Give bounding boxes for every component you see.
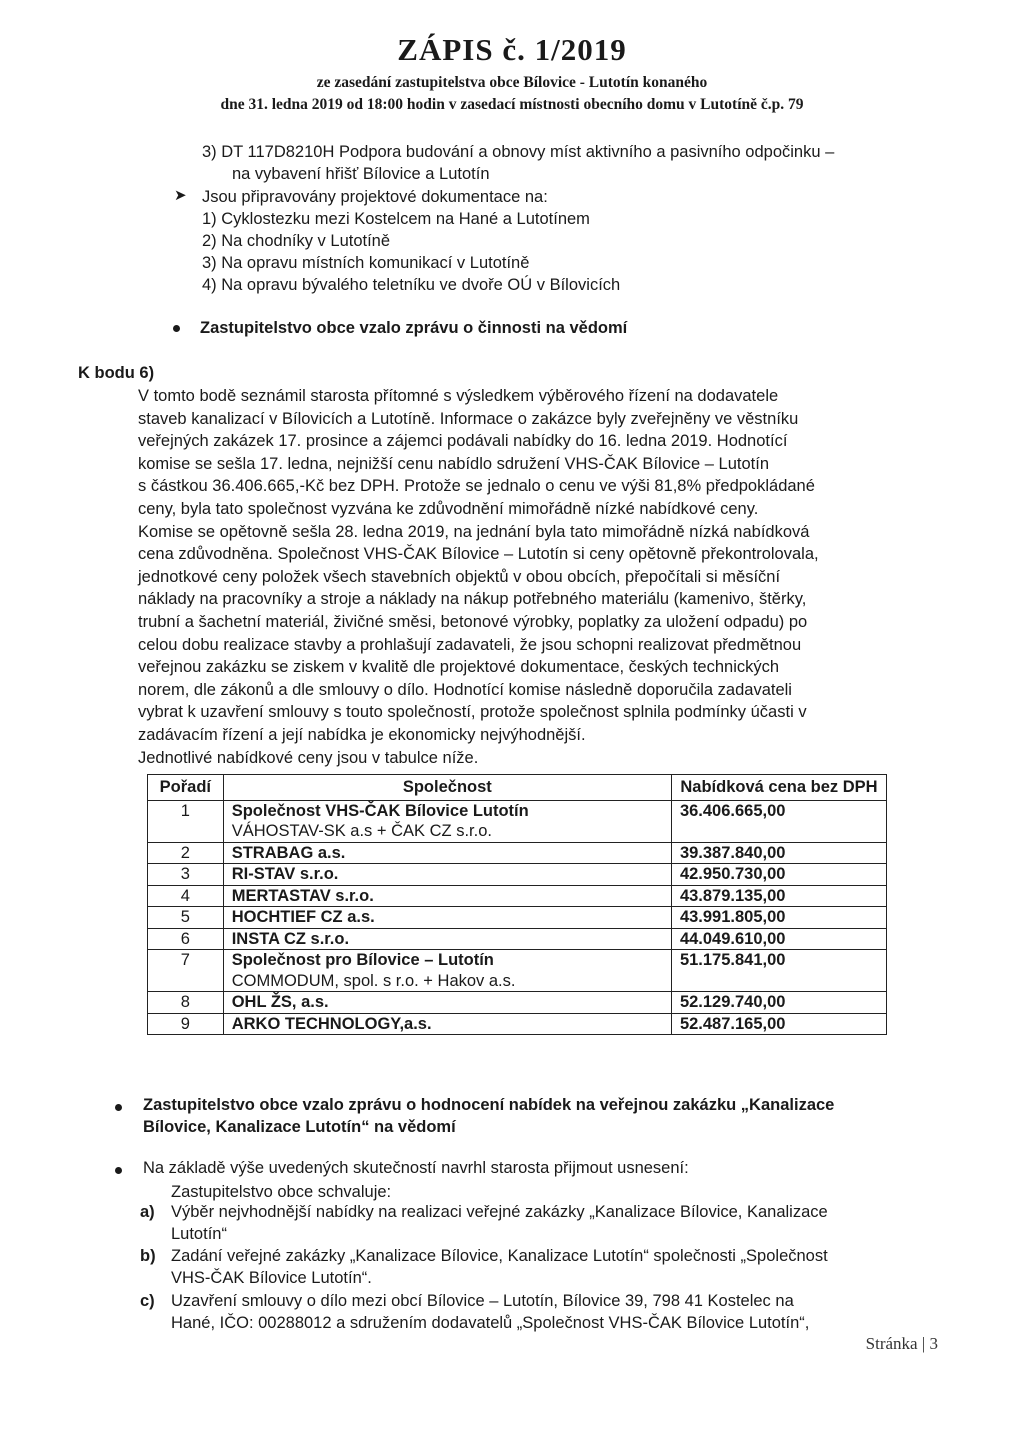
resolution-item-b-cont: VHS-ČAK Bílovice Lutotín“. xyxy=(171,1269,372,1287)
cell-company: HOCHTIEF CZ a.s. xyxy=(223,907,671,929)
cell-company: OHL ŽS, a.s. xyxy=(223,992,671,1014)
cell-rank: 7 xyxy=(148,950,224,992)
project-doc-item: 3) Na opravu místních komunikací v Lutotíně xyxy=(202,254,530,272)
paragraph-line: ceny, byla tato společnost vyzvána ke zdůvodnění mimořádně nízké nabídkové ceny. xyxy=(138,499,759,518)
project-doc-item: 4) Na opravu bývalého teletníku ve dvoře OÚ v Bílovicích xyxy=(202,276,621,294)
project-docs-intro: Jsou připravovány projektové dokumentace na: xyxy=(202,188,548,206)
resolution-note-offers-cont: Bílovice, Kanalizace Lutotín“ na vědomí xyxy=(143,1118,456,1136)
company-members: VÁHOSTAV-SK a.s + ČAK CZ s.r.o. xyxy=(231,822,492,840)
resolution-proposal: Na základě výše uvedených skutečností navrhl starosta přijmout usnesení: xyxy=(143,1159,689,1177)
paragraph-line: Komise se opětovně sešla 28. ledna 2019, na jednání byla tato mimořádně nízká nabídková xyxy=(138,522,810,541)
table-row xyxy=(148,928,887,950)
document-date-line: dne 31. ledna 2019 od 18:00 hodin v zasedací místnosti obecního domu v Lutotíně č.p. 79 xyxy=(220,96,804,113)
bullet-icon xyxy=(173,325,180,332)
resolution-item-c-cont: Hané, IČO: 00288012 a sdružením dodavatelů „Společnost VHS-ČAK Bílovice Lutotín“, xyxy=(171,1314,810,1332)
table-row xyxy=(148,864,887,886)
paragraph-line: staveb kanalizací v Bílovicích a Lutotíně. Informace o zakázce byly zveřejněny ve věstníku xyxy=(138,409,799,428)
paragraph-line: celou dobu realizace stavby a prohlašují zadavateli, že jsou schopni realizovat předmětnou xyxy=(138,635,802,654)
paragraph-line: jednotkové ceny položek všech stavebních objektů v obou obcích, přepočítali si měsíční xyxy=(138,567,781,586)
paragraph-line: vybrat k uzavření smlouvy s touto společností, protože společnost splnila podmínky účasti v xyxy=(138,703,807,722)
column-header-rank: Pořadí xyxy=(148,775,224,801)
project-doc-item: 1) Cyklostezku mezi Kostelcem na Hané a Lutotínem xyxy=(202,210,590,228)
cell-company xyxy=(223,950,671,992)
column-header-price: Nabídková cena bez DPH xyxy=(671,775,886,801)
list-item-dt-grant-cont: na vybavení hřišť Bílovice a Lutotín xyxy=(232,165,490,183)
table-row xyxy=(148,885,887,907)
cell-company: ARKO TECHNOLOGY,a.s. xyxy=(223,1013,671,1035)
project-doc-item: 2) Na chodníky v Lutotíně xyxy=(202,232,391,250)
resolution-item-a-cont: Lutotín“ xyxy=(171,1225,227,1243)
list-item-dt-grant: 3) DT 117D8210H Podpora budování a obnovy míst aktivního a pasivního odpočinku – xyxy=(202,143,835,161)
cell-company: STRABAG a.s. xyxy=(223,842,671,864)
section-paragraph xyxy=(138,385,819,769)
cell-price: 52.487.165,00 xyxy=(671,1013,886,1035)
resolution-item-b: Zadání veřejné zakázky „Kanalizace Bílovice, Kanalizace Lutotín“ společnosti „Společnost xyxy=(171,1247,828,1265)
table-row xyxy=(148,950,887,992)
paragraph-line: trubní a šachetní materiál, živičné směsi, betonové výrobky, poplatky za uložení odpadu) po xyxy=(138,612,808,631)
bullet-icon xyxy=(115,1167,122,1174)
cell-price: 42.950.730,00 xyxy=(671,864,886,886)
document-title: ZÁPIS č. 1/2019 xyxy=(397,32,627,67)
cell-company: RI-STAV s.r.o. xyxy=(223,864,671,886)
paragraph-line: zadávacím řízení a její nabídka je ekonomicky nejvýhodnější. xyxy=(138,725,586,744)
column-header-company: Společnost xyxy=(223,775,671,801)
item-label: a) xyxy=(140,1203,155,1221)
paragraph-line: cena zdůvodněna. Společnost VHS-ČAK Bílovice – Lutotín si ceny opětovně překontrolovala, xyxy=(138,545,819,564)
cell-rank: 5 xyxy=(148,907,224,929)
arrow-bullet-icon: ➤ xyxy=(174,187,187,204)
cell-rank: 6 xyxy=(148,928,224,950)
cell-rank: 8 xyxy=(148,992,224,1014)
paragraph-line: veřejnou zakázku se ziskem v kvalitě dle projektové dokumentace, českých technických xyxy=(138,658,780,677)
paragraph-line: náklady na pracovníky a stroje a náklady na nákup potřebného materiálu (kamenivo, štěrky, xyxy=(138,590,807,609)
cell-rank: 2 xyxy=(148,842,224,864)
cell-price: 43.879.135,00 xyxy=(671,885,886,907)
cell-price: 44.049.610,00 xyxy=(671,928,886,950)
table-row xyxy=(148,992,887,1014)
paragraph-line: s částkou 36.406.665,-Kč bez DPH. Protože se jednalo o cenu ve výši 81,8% předpokládané xyxy=(138,477,815,496)
item-label: c) xyxy=(140,1292,155,1310)
company-name: Společnost pro Bílovice – Lutotín xyxy=(231,951,494,969)
paragraph-line: veřejných zakázek 17. prosince a zájemci podávali nabídky do 16. ledna 2019. Hodnotící xyxy=(138,432,788,451)
table-row xyxy=(148,842,887,864)
cell-price: 39.387.840,00 xyxy=(671,842,886,864)
table-row xyxy=(148,800,887,842)
table-row xyxy=(148,1013,887,1035)
cell-price: 52.129.740,00 xyxy=(671,992,886,1014)
cell-company: INSTA CZ s.r.o. xyxy=(223,928,671,950)
company-name: Společnost VHS-ČAK Bílovice Lutotín xyxy=(231,801,529,820)
cell-price: 51.175.841,00 xyxy=(671,950,886,992)
cell-company xyxy=(223,800,671,842)
page-number: Stránka | 3 xyxy=(865,1334,938,1353)
resolution-item-a: Výběr nejvhodnější nabídky na realizaci veřejné zakázky „Kanalizace Bílovice, Kanalizace xyxy=(171,1203,828,1221)
cell-company: MERTASTAV s.r.o. xyxy=(223,885,671,907)
paragraph-line: Jednotlivé nabídkové ceny jsou v tabulce níže. xyxy=(138,748,479,767)
resolution-item-c: Uzavření smlouvy o dílo mezi obcí Bílovice – Lutotín, Bílovice 39, 798 41 Kostelec na xyxy=(171,1292,794,1310)
document-subtitle: ze zasedání zastupitelstva obce Bílovice - Lutotín konaného xyxy=(316,74,708,91)
offers-table xyxy=(147,774,887,1035)
cell-rank: 4 xyxy=(148,885,224,907)
bullet-icon xyxy=(115,1104,122,1111)
resolution-note-activity: Zastupitelstvo obce vzalo zprávu o činnosti na vědomí xyxy=(200,319,628,337)
company-members: COMMODUM, spol. s r.o. + Hakov a.s. xyxy=(231,971,516,990)
cell-price: 43.991.805,00 xyxy=(671,907,886,929)
cell-rank: 3 xyxy=(148,864,224,886)
cell-rank: 1 xyxy=(148,800,224,842)
cell-price: 36.406.665,00 xyxy=(671,800,886,842)
table-header-row xyxy=(148,775,887,801)
table-row xyxy=(148,907,887,929)
item-label: b) xyxy=(140,1247,156,1265)
section-heading: K bodu 6) xyxy=(78,364,155,382)
paragraph-line: komise se sešla 17. ledna, nejnižší cenu nabídlo sdružení VHS-ČAK Bílovice – Lutotín xyxy=(138,454,770,473)
resolution-approves: Zastupitelstvo obce schvaluje: xyxy=(171,1183,392,1201)
paragraph-line: V tomto bodě seznámil starosta přítomné s výsledkem výběrového řízení na dodavatele xyxy=(138,387,779,405)
cell-rank: 9 xyxy=(148,1013,224,1035)
resolution-note-offers: Zastupitelstvo obce vzalo zprávu o hodnocení nabídek na veřejnou zakázku „Kanalizace xyxy=(143,1096,835,1114)
paragraph-line: norem, dle zákonů a dle smlouvy o dílo. Hodnotící komise následně doporučila zadavateli xyxy=(138,680,792,699)
